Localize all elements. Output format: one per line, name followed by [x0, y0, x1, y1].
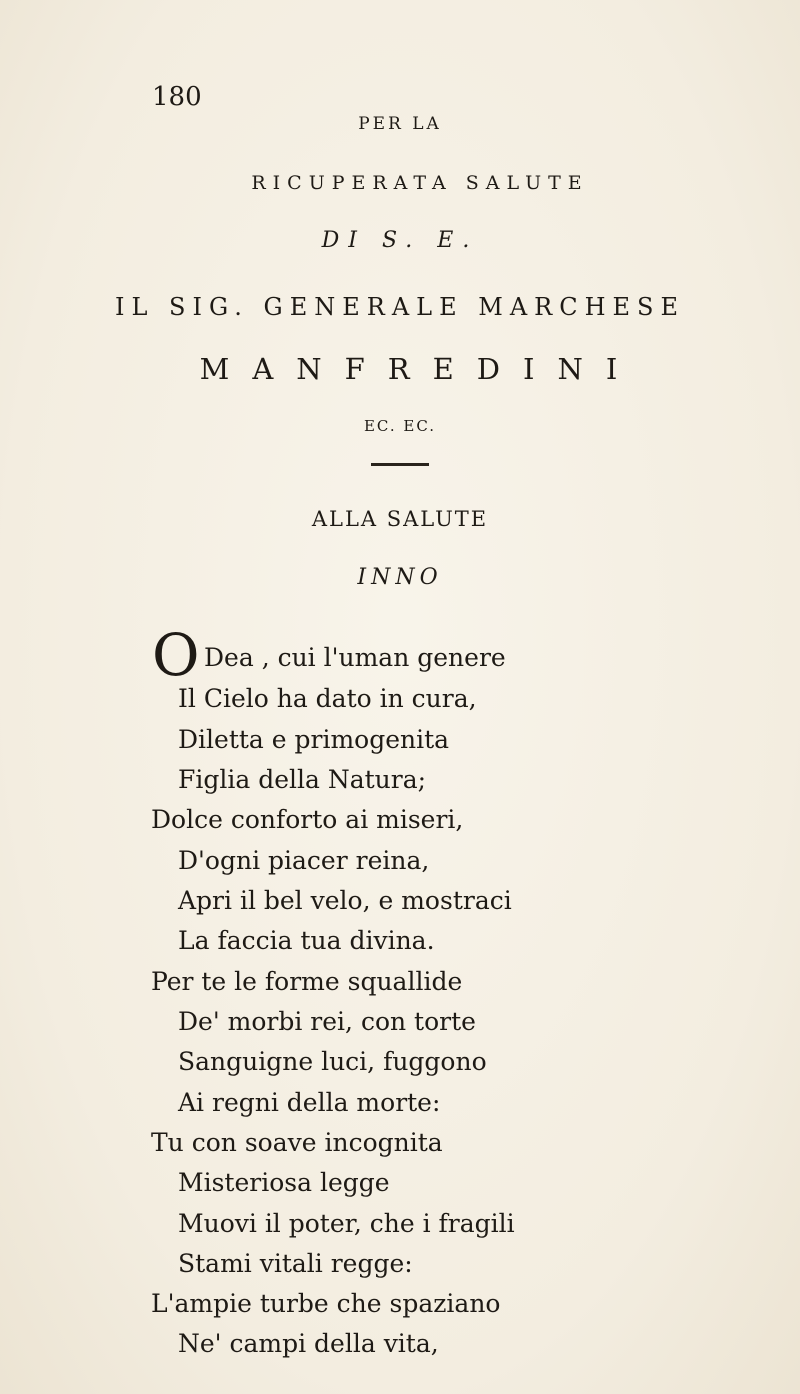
- poem-line: Figlia della Natura;: [178, 765, 427, 794]
- divider-rule: [371, 463, 429, 466]
- poem-title: INNO: [357, 565, 443, 590]
- heading-generale-marchese: IL SIG. GENERALE MARCHESE: [115, 293, 685, 321]
- poem-line: Dolce conforto ai miseri,: [151, 805, 464, 834]
- poem-line: Dea , cui l'uman genere: [204, 643, 506, 672]
- poem-line: D'ogni piacer reina,: [178, 846, 430, 875]
- subtitle-alla-salute: ALLA SALUTE: [311, 507, 489, 531]
- poem-line: Apri il bel velo, e mostraci: [178, 886, 512, 915]
- poem-line: Il Cielo ha dato in cura,: [178, 684, 477, 713]
- poem-line: L'ampie turbe che spaziano: [151, 1289, 501, 1318]
- heading-ricuperata-salute: RICUPERATA SALUTE: [251, 172, 589, 194]
- poem-line: Misteriosa legge: [178, 1168, 390, 1197]
- page-number: 180: [152, 82, 202, 112]
- heading-per-la: PER LA: [358, 114, 442, 134]
- heading-ec: EC. EC.: [363, 417, 437, 435]
- poem-line: Per te le forme squallide: [151, 967, 463, 996]
- poem-line: La faccia tua divina.: [178, 926, 435, 955]
- heading-di-se: DI S. E.: [321, 228, 479, 253]
- poem-line: Ne' campi della vita,: [178, 1329, 439, 1358]
- poem-line: Ai regni della morte:: [178, 1088, 441, 1117]
- poem-line: Diletta e primogenita: [178, 725, 450, 754]
- drop-cap: O: [152, 621, 200, 689]
- poem-line: De' morbi rei, con torte: [178, 1007, 476, 1036]
- poem-line: Stami vitali regge:: [178, 1249, 413, 1278]
- heading-name: MANFREDINI: [199, 352, 641, 386]
- poem-line: Tu con soave incognita: [151, 1128, 443, 1157]
- poem-line: Sanguigne luci, fuggono: [178, 1047, 487, 1076]
- poem-line: Muovi il poter, che i fragili: [178, 1209, 515, 1238]
